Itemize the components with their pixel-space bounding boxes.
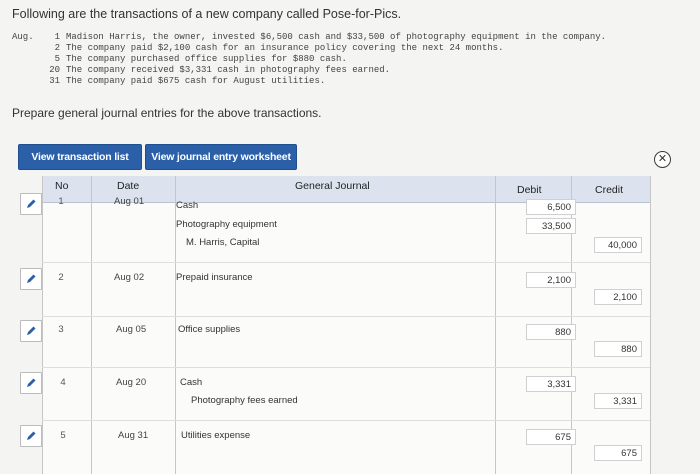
- transaction-text: The company paid $2,100 cash for an insurance policy covering the next 24 months.: [66, 43, 504, 53]
- pencil-icon: [25, 198, 37, 210]
- transaction-month: [12, 65, 42, 76]
- close-icon[interactable]: ✕: [654, 151, 671, 168]
- debit-amount[interactable]: 675: [526, 429, 576, 445]
- debit-amount[interactable]: 3,331: [526, 376, 576, 392]
- transaction-day: 2: [54, 43, 60, 53]
- entry-no: 1: [58, 196, 64, 207]
- transaction-month: [12, 43, 42, 54]
- transaction-day: 5: [54, 54, 60, 64]
- transaction-item: [12, 54, 606, 65]
- column-divider: [495, 176, 496, 474]
- transaction-day: 31: [49, 76, 60, 86]
- transaction-month: [12, 76, 42, 87]
- account-name[interactable]: Cash: [180, 377, 203, 388]
- credit-amount[interactable]: 3,331: [594, 393, 642, 409]
- pencil-icon: [25, 325, 37, 337]
- debit-amount[interactable]: 6,500: [526, 199, 576, 215]
- edit-entry-button[interactable]: [20, 268, 42, 290]
- row-divider: [42, 367, 650, 368]
- intro-text: Following are the transactions of a new company called Pose-for-Pics.: [12, 7, 402, 21]
- header-credit: Credit: [595, 184, 624, 196]
- account-name[interactable]: M. Harris, Capital: [186, 237, 260, 248]
- account-name[interactable]: Utilities expense: [181, 430, 251, 441]
- account-name[interactable]: Prepaid insurance: [176, 272, 253, 283]
- entry-date: Aug 20: [116, 377, 147, 388]
- credit-amount[interactable]: 880: [594, 341, 642, 357]
- transaction-day: 1: [54, 32, 60, 42]
- transaction-list: [12, 32, 606, 87]
- entry-no: 3: [58, 324, 64, 335]
- debit-amount[interactable]: 33,500: [526, 218, 576, 234]
- account-name[interactable]: Cash: [176, 200, 199, 211]
- entry-date: Aug 01: [114, 196, 145, 207]
- credit-amount[interactable]: 40,000: [594, 237, 642, 253]
- header-date: Date: [117, 180, 140, 192]
- edit-entry-button[interactable]: [20, 193, 42, 215]
- row-divider: [42, 262, 650, 263]
- transaction-day: 20: [49, 65, 60, 75]
- account-name[interactable]: Office supplies: [178, 324, 241, 335]
- column-divider: [650, 176, 651, 474]
- edit-entry-button[interactable]: [20, 425, 42, 447]
- entry-date: Aug 31: [118, 430, 149, 441]
- debit-amount[interactable]: 2,100: [526, 272, 576, 288]
- header-debit: Debit: [517, 184, 542, 196]
- transaction-text: The company paid $675 cash for August utilities.: [66, 76, 326, 86]
- row-divider: [42, 316, 650, 317]
- transaction-item: [12, 43, 606, 54]
- account-name[interactable]: Photography equipment: [176, 219, 277, 230]
- view-transaction-list-button[interactable]: View transaction list: [18, 144, 142, 170]
- transaction-month: [12, 54, 42, 65]
- pencil-icon: [25, 377, 37, 389]
- pencil-icon: [25, 430, 37, 442]
- debit-amount[interactable]: 880: [526, 324, 576, 340]
- entry-no: 4: [60, 377, 66, 388]
- transaction-text: The company received $3,331 cash in photography fees earned.: [66, 65, 391, 75]
- entry-no: 2: [58, 272, 64, 283]
- entry-no: 5: [60, 430, 66, 441]
- column-divider: [91, 176, 92, 474]
- edit-entry-button[interactable]: [20, 320, 42, 342]
- entry-date: Aug 05: [116, 324, 147, 335]
- entry-date: Aug 02: [114, 272, 145, 283]
- header-no: No: [55, 180, 69, 192]
- transaction-item: [12, 65, 606, 76]
- header-general-journal: General Journal: [295, 180, 370, 192]
- view-journal-worksheet-button[interactable]: View journal entry worksheet: [145, 144, 297, 170]
- transaction-text: Madison Harris, the owner, invested $6,500 cash and $33,500 of photography equipment in the company.: [66, 32, 607, 42]
- instruction-text: Prepare general journal entries for the above transactions.: [12, 106, 322, 120]
- transaction-text: The company purchased office supplies for $880 cash.: [66, 54, 347, 64]
- transaction-item: [12, 32, 606, 43]
- credit-amount[interactable]: 2,100: [594, 289, 642, 305]
- row-divider: [42, 420, 650, 421]
- account-name[interactable]: Photography fees earned: [191, 395, 298, 406]
- transaction-month: Aug.: [12, 32, 34, 42]
- edit-entry-button[interactable]: [20, 372, 42, 394]
- pencil-icon: [25, 273, 37, 285]
- transaction-item: [12, 76, 606, 87]
- credit-amount[interactable]: 675: [594, 445, 642, 461]
